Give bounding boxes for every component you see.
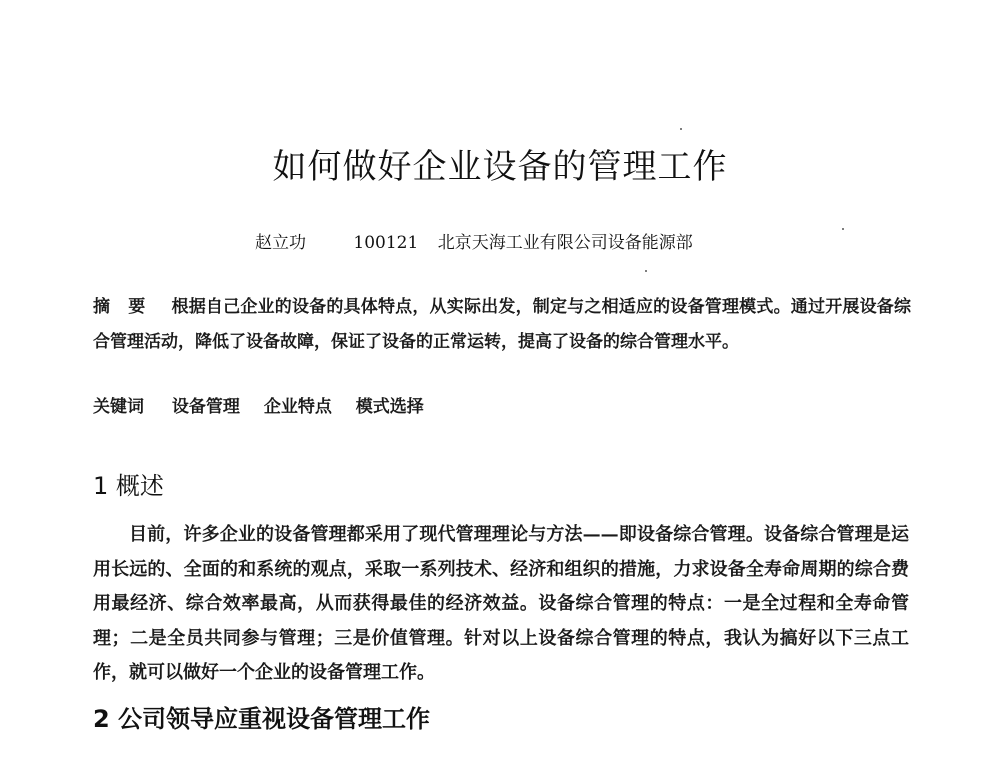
keyword-item: 企业特点 <box>263 397 332 417</box>
author-affiliation: 北京天海工业有限公司设备能源部 <box>437 233 693 253</box>
author-line <box>255 228 693 253</box>
scan-speck <box>680 128 682 130</box>
keyword-item: 模式选择 <box>355 397 424 417</box>
section-heading-overview: 1 概述 <box>93 472 164 500</box>
cutoff-text-line <box>93 748 909 760</box>
keywords-line <box>93 392 442 417</box>
scan-speck <box>645 270 647 272</box>
scan-speck <box>842 228 844 230</box>
keyword-item: 设备管理 <box>171 397 240 417</box>
author-name: 赵立功 <box>255 233 306 253</box>
keywords-label: 关键词 <box>93 397 144 417</box>
section-heading-leadership: 2 公司领导应重视设备管理工作 <box>93 705 431 733</box>
abstract-label: 摘要 <box>93 297 164 317</box>
author-postcode: 100121 <box>353 233 419 253</box>
paper-title: 如何做好企业设备的管理工作 <box>272 147 728 187</box>
section-body-overview: 目前，许多企业的设备管理都采用了现代管理理论与方法——即设备综合管理。设备综合管理是运用长远的、全面的和系统的观点，采取一系列技术、经济和组织的措施，力求设备全寿命周期的综合费用最经济、综合效率最高，从而获得最佳的经济效益。设备综合管理的特点：一是全过程和全寿命管理；二是全员共同参与管理；三是价值管理。针对以上设备综合管理的特点，我认为搞好以下三点工作，就可以做好一个企业的设备管理工作。 <box>93 524 909 683</box>
abstract-text: 根据自己企业的设备的具体特点，从实际出发，制定与之相适应的设备管理模式。通过开展设备综合管理活动，降低了设备故障，保证了设备的正常运转，提高了设备的综合管理水平。 <box>93 297 912 352</box>
abstract <box>93 290 911 360</box>
